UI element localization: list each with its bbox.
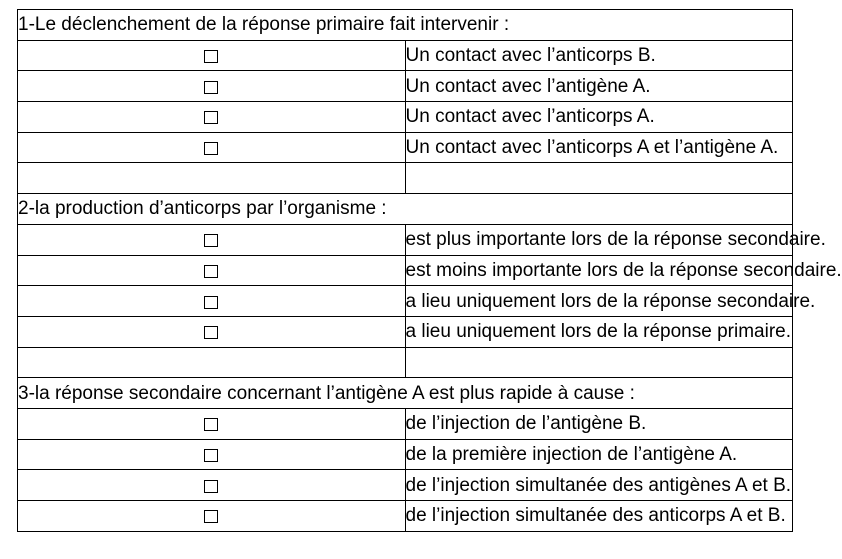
option-checkbox[interactable] bbox=[18, 408, 406, 439]
checkbox-icon[interactable] bbox=[204, 81, 218, 94]
spacer-cell bbox=[405, 163, 793, 194]
option-label: a lieu uniquement lors de la réponse secondaire. bbox=[405, 286, 793, 317]
option-checkbox[interactable] bbox=[18, 224, 406, 255]
option-label: est plus importante lors de la réponse secondaire. bbox=[405, 224, 793, 255]
option-label: Un contact avec l’antigène A. bbox=[405, 71, 793, 102]
option-checkbox[interactable] bbox=[18, 40, 406, 71]
checkbox-icon[interactable] bbox=[204, 449, 218, 462]
option-checkbox[interactable] bbox=[18, 71, 406, 102]
question-row bbox=[18, 10, 793, 41]
option-checkbox[interactable] bbox=[18, 316, 406, 347]
option-row bbox=[18, 224, 793, 255]
option-checkbox[interactable] bbox=[18, 439, 406, 470]
option-checkbox[interactable] bbox=[18, 255, 406, 286]
checkbox-icon[interactable] bbox=[204, 50, 218, 63]
option-label: Un contact avec l’anticorps A et l’antigène A. bbox=[405, 132, 793, 163]
question-row bbox=[18, 194, 793, 225]
option-row bbox=[18, 470, 793, 501]
option-label: de la première injection de l’antigène A. bbox=[405, 439, 793, 470]
option-label: Un contact avec l’anticorps A. bbox=[405, 102, 793, 133]
checkbox-icon[interactable] bbox=[204, 142, 218, 155]
option-row bbox=[18, 501, 793, 532]
spacer-cell bbox=[18, 163, 406, 194]
checkbox-icon[interactable] bbox=[204, 326, 218, 339]
option-row bbox=[18, 316, 793, 347]
option-label: de l’injection de l’antigène B. bbox=[405, 408, 793, 439]
option-row bbox=[18, 286, 793, 317]
question-title: 3-la réponse secondaire concernant l’antigène A est plus rapide à cause : bbox=[18, 378, 793, 409]
option-row bbox=[18, 255, 793, 286]
option-row bbox=[18, 102, 793, 133]
option-row bbox=[18, 439, 793, 470]
option-checkbox[interactable] bbox=[18, 470, 406, 501]
spacer-row bbox=[18, 347, 793, 378]
option-label: de l’injection simultanée des anticorps A et B. bbox=[405, 501, 793, 532]
spacer-cell bbox=[405, 347, 793, 378]
checkbox-icon[interactable] bbox=[204, 111, 218, 124]
option-checkbox[interactable] bbox=[18, 286, 406, 317]
option-row bbox=[18, 40, 793, 71]
option-label: de l’injection simultanée des antigènes A et B. bbox=[405, 470, 793, 501]
option-row bbox=[18, 408, 793, 439]
checkbox-icon[interactable] bbox=[204, 480, 218, 493]
option-label: Un contact avec l’anticorps B. bbox=[405, 40, 793, 71]
spacer-row bbox=[18, 163, 793, 194]
checkbox-icon[interactable] bbox=[204, 234, 218, 247]
option-label: a lieu uniquement lors de la réponse primaire. bbox=[405, 316, 793, 347]
question-row bbox=[18, 378, 793, 409]
option-label: est moins importante lors de la réponse secondaire. bbox=[405, 255, 793, 286]
question-title: 2-la production d’anticorps par l’organisme : bbox=[18, 194, 793, 225]
option-checkbox[interactable] bbox=[18, 102, 406, 133]
option-row bbox=[18, 71, 793, 102]
question-title: 1-Le déclenchement de la réponse primaire fait intervenir : bbox=[18, 10, 793, 41]
checkbox-icon[interactable] bbox=[204, 510, 218, 523]
spacer-cell bbox=[18, 347, 406, 378]
checkbox-icon[interactable] bbox=[204, 296, 218, 309]
option-checkbox[interactable] bbox=[18, 132, 406, 163]
checkbox-icon[interactable] bbox=[204, 418, 218, 431]
quiz-table bbox=[17, 9, 842, 532]
option-checkbox[interactable] bbox=[18, 501, 406, 532]
option-row bbox=[18, 132, 793, 163]
checkbox-icon[interactable] bbox=[204, 265, 218, 278]
